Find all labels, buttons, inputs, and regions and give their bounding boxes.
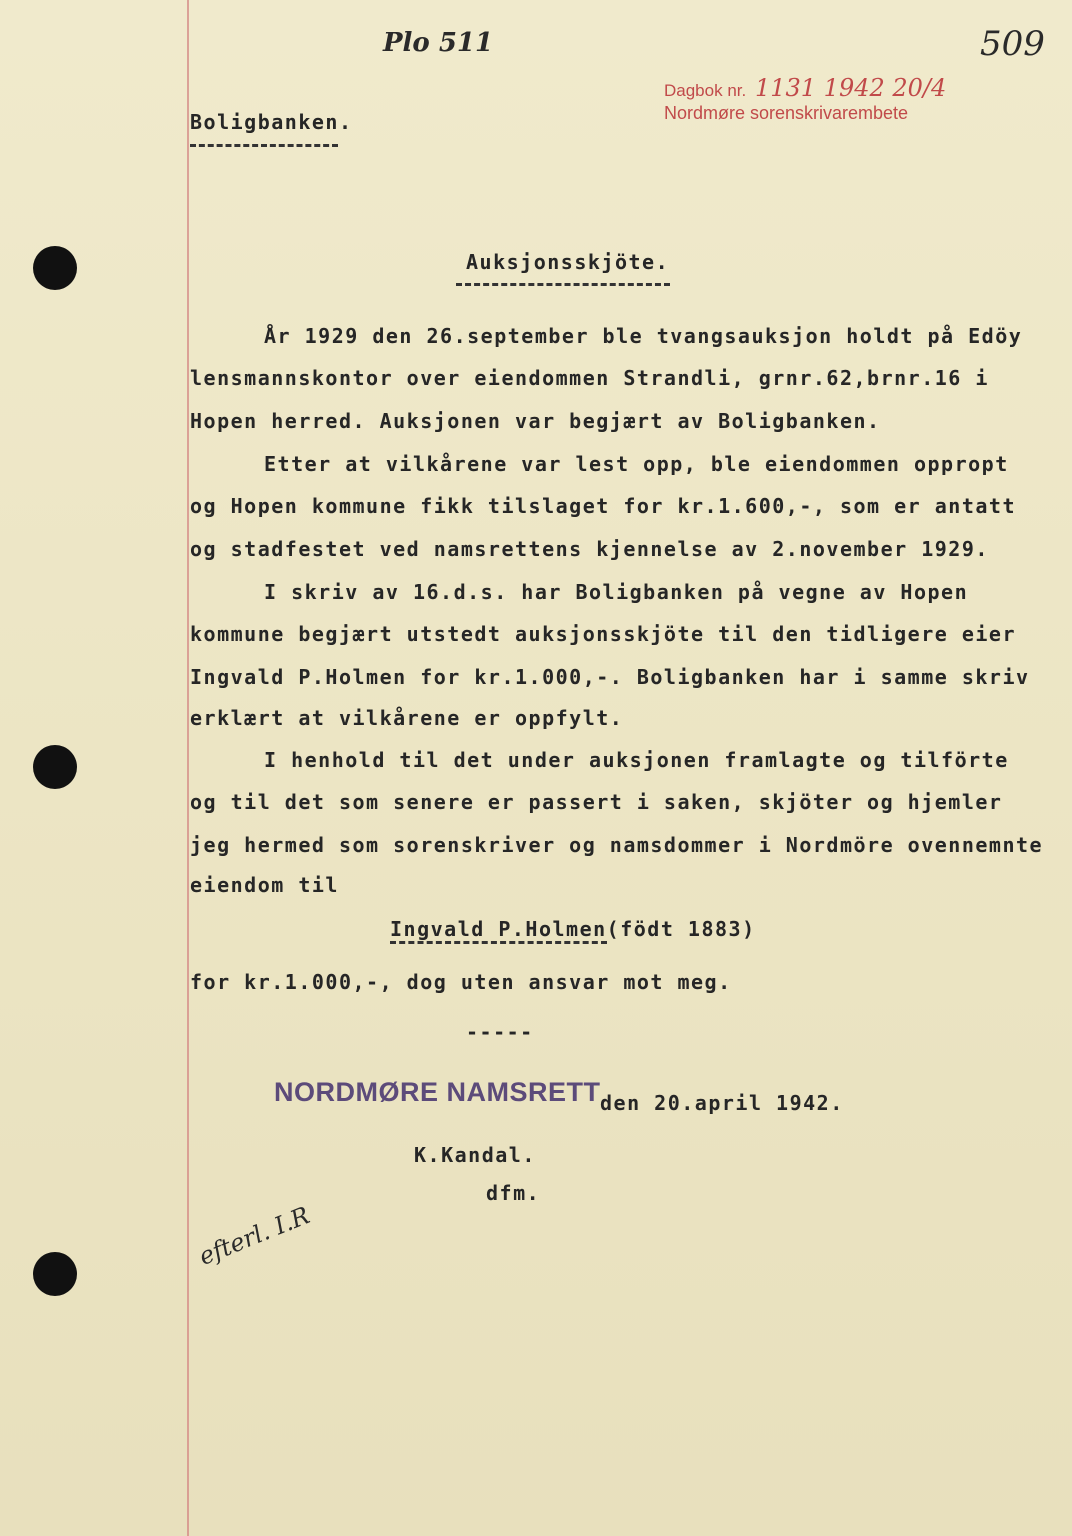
document-title: Auksjonsskjöte. (466, 250, 670, 274)
page-number: 509 (980, 24, 1045, 64)
body-line-8: kommune begjært utstedt auksjonsskjöte til den tidligere eier (190, 622, 1017, 646)
punch-hole-middle (33, 745, 77, 789)
terms-line: for kr.1.000,-, dog uten ansvar mot meg. (190, 970, 732, 994)
body-line-3: Hopen herred. Auksjonen var begjært av Boligbanken. (190, 409, 881, 433)
diary-number: 1131 1942 20/4 (754, 74, 947, 102)
margin-note: efterl. I.R (194, 1201, 314, 1271)
title-underline (456, 283, 670, 286)
body-line-12: og til det som senere er passert i saken, skjöter og hjemler (190, 790, 1003, 814)
body-line-6: og stadfestet ved namsrettens kjennelse av 2.november 1929. (190, 537, 989, 561)
grantee-line (390, 917, 756, 941)
signer-title: dfm. (486, 1181, 541, 1205)
sender-underline (190, 144, 338, 147)
separator: ----- (466, 1020, 534, 1044)
punch-hole-bottom (33, 1252, 77, 1296)
body-line-2: lensmannskontor over eiendommen Strandli, grnr.62,brnr.16 i (190, 366, 989, 390)
margin-rule (187, 0, 189, 1536)
body-line-10: erklært at vilkårene er oppfylt. (190, 706, 624, 730)
court-stamp: NORDMØRE NAMSRETT (274, 1077, 601, 1107)
diary-stamp-office: Nordmøre sorenskrivarembete (664, 103, 909, 123)
grantee-name: Ingvald P.Holmen (390, 917, 607, 944)
body-line-1: År 1929 den 26.september ble tvangsauksjon holdt på Edöy (264, 324, 1023, 348)
diary-stamp-line1 (664, 74, 946, 102)
body-line-5: og Hopen kommune fikk tilslaget for kr.1.600,-, som er antatt (190, 494, 1017, 518)
diary-stamp-prefix: Dagbok nr. (664, 81, 747, 100)
punch-hole-top (33, 246, 77, 290)
body-line-4: Etter at vilkårene var lest opp, ble eiendommen oppropt (264, 452, 1009, 476)
signer-name: K.Kandal. (414, 1143, 536, 1167)
sender-name: Boligbanken. (190, 110, 353, 134)
reference-note: Plo 511 (383, 28, 494, 58)
body-line-13: jeg hermed som sorenskriver og namsdommer i Nordmöre ovennemnte (190, 833, 1044, 857)
body-line-11: I henhold til det under auksjonen framlagte og tilförte (264, 748, 1009, 772)
date-line: den 20.april 1942. (600, 1091, 844, 1115)
body-line-7: I skriv av 16.d.s. har Boligbanken på vegne av Hopen (264, 580, 969, 604)
grantee-birth: (födt 1883) (606, 917, 756, 941)
body-line-14: eiendom til (190, 873, 339, 897)
body-line-9: Ingvald P.Holmen for kr.1.000,-. Boligbanken har i samme skriv (190, 665, 1030, 689)
